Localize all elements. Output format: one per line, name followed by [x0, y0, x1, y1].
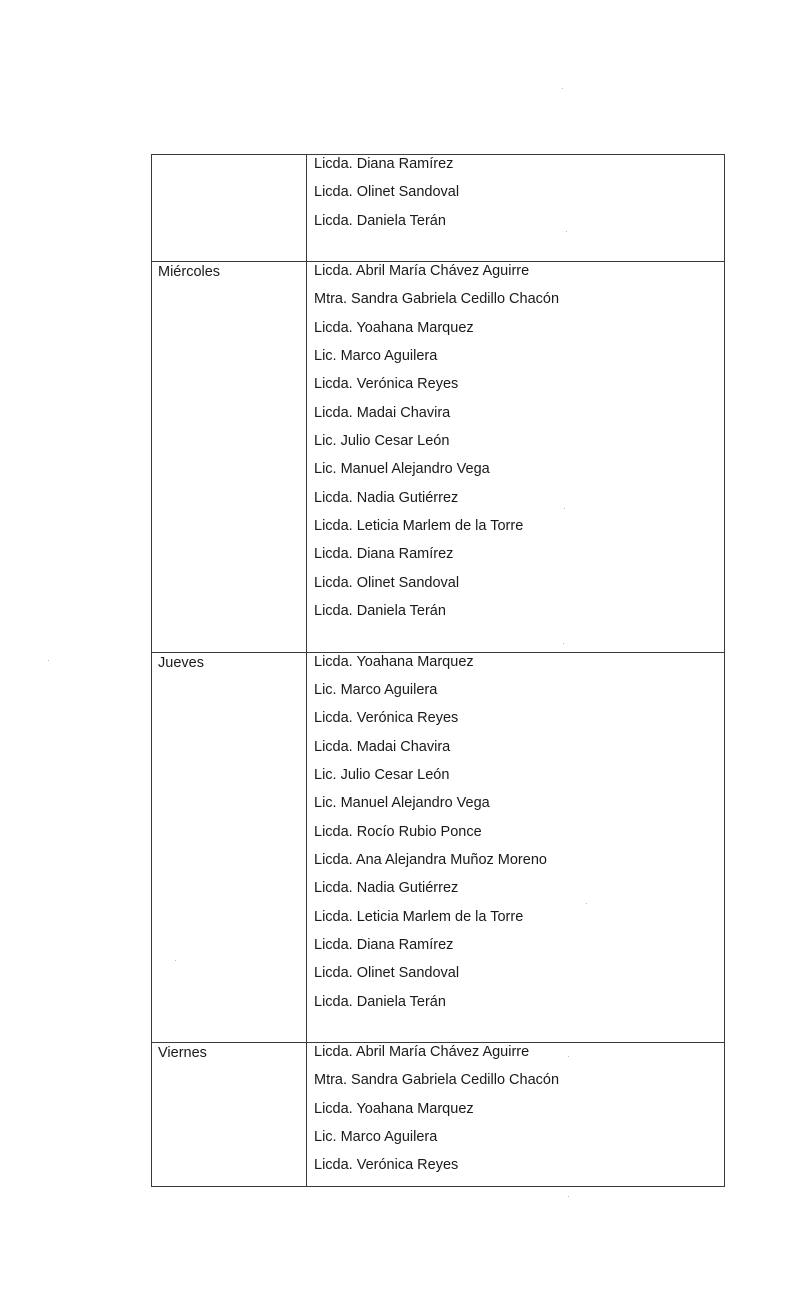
day-cell: Jueves — [152, 652, 307, 1042]
name-entry: Licda. Daniela Terán — [314, 603, 446, 620]
name-entry: Licda. Nadia Gutiérrez — [314, 880, 459, 897]
day-cell — [152, 155, 307, 262]
name-entry: Licda. Abril María Chávez Aguirre — [314, 263, 530, 280]
name-entry: Mtra. Sandra Gabriela Cedillo Chacón — [314, 291, 560, 308]
row-spacer — [314, 241, 724, 261]
name-entry: Licda. Olinet Sandoval — [314, 574, 460, 591]
row-spacer — [314, 632, 724, 652]
name-entry: Licda. Ana Alejandra Muñoz Moreno — [314, 851, 547, 868]
scan-speck — [568, 1056, 569, 1057]
row-spacer — [314, 1022, 724, 1042]
name-entry: Licda. Yoahana Marquez — [314, 653, 474, 670]
names-cell — [307, 652, 725, 1042]
name-entry: Licda. Nadia Gutiérrez — [314, 489, 459, 506]
name-entry: Licda. Diana Ramírez — [314, 156, 454, 172]
name-entry: Licda. Verónica Reyes — [314, 1157, 459, 1174]
table-row — [152, 652, 725, 1042]
day-cell: Miércoles — [152, 262, 307, 652]
scan-speck — [568, 1196, 569, 1197]
name-entry: Licda. Verónica Reyes — [314, 376, 459, 393]
name-entry: Licda. Leticia Marlem de la Torre — [314, 908, 524, 925]
scan-speck — [564, 508, 565, 509]
name-entry: Licda. Diana Ramírez — [314, 546, 454, 563]
table-row — [152, 1042, 725, 1186]
name-entry: Licda. Leticia Marlem de la Torre — [314, 518, 524, 535]
table-row — [152, 155, 725, 262]
names-cell — [307, 1042, 725, 1186]
name-entry: Licda. Madai Chavira — [314, 404, 451, 421]
name-entry: Mtra. Sandra Gabriela Cedillo Chacón — [314, 1072, 560, 1089]
schedule-table-body — [152, 155, 725, 1187]
name-entry: Lic. Julio Cesar León — [314, 766, 450, 783]
name-entry: Licda. Daniela Terán — [314, 993, 446, 1010]
names-cell — [307, 155, 725, 262]
name-entry: Lic. Manuel Alejandro Vega — [314, 795, 490, 812]
name-entry: Licda. Rocío Rubio Ponce — [314, 823, 482, 840]
name-entry: Lic. Marco Aguilera — [314, 681, 438, 698]
scan-speck — [586, 903, 587, 904]
scan-speck — [562, 88, 563, 89]
scan-speck — [563, 643, 564, 644]
name-entry: Licda. Madai Chavira — [314, 738, 451, 755]
scan-speck — [566, 231, 567, 232]
name-entry: Lic. Julio Cesar León — [314, 433, 450, 450]
name-entry: Licda. Diana Ramírez — [314, 936, 454, 953]
name-entry: Lic. Marco Aguilera — [314, 1129, 438, 1145]
schedule-table — [151, 154, 725, 1187]
name-entry: Licda. Daniela Terán — [314, 212, 446, 229]
day-cell: Viernes — [152, 1042, 307, 1186]
table-row — [152, 262, 725, 652]
name-entry: Licda. Abril María Chávez Aguirre — [314, 1043, 530, 1060]
name-entry: Licda. Olinet Sandoval — [314, 965, 460, 982]
name-entry: Licda. Yoahana Marquez — [314, 1100, 474, 1117]
name-entry: Lic. Manuel Alejandro Vega — [314, 461, 490, 478]
name-entry: Licda. Yoahana Marquez — [314, 319, 474, 336]
name-entry: Lic. Marco Aguilera — [314, 348, 438, 365]
name-entry: Licda. Verónica Reyes — [314, 710, 459, 727]
name-entry: Licda. Olinet Sandoval — [314, 184, 460, 201]
scan-speck — [48, 660, 49, 661]
scan-speck — [175, 960, 176, 961]
names-cell — [307, 262, 725, 652]
